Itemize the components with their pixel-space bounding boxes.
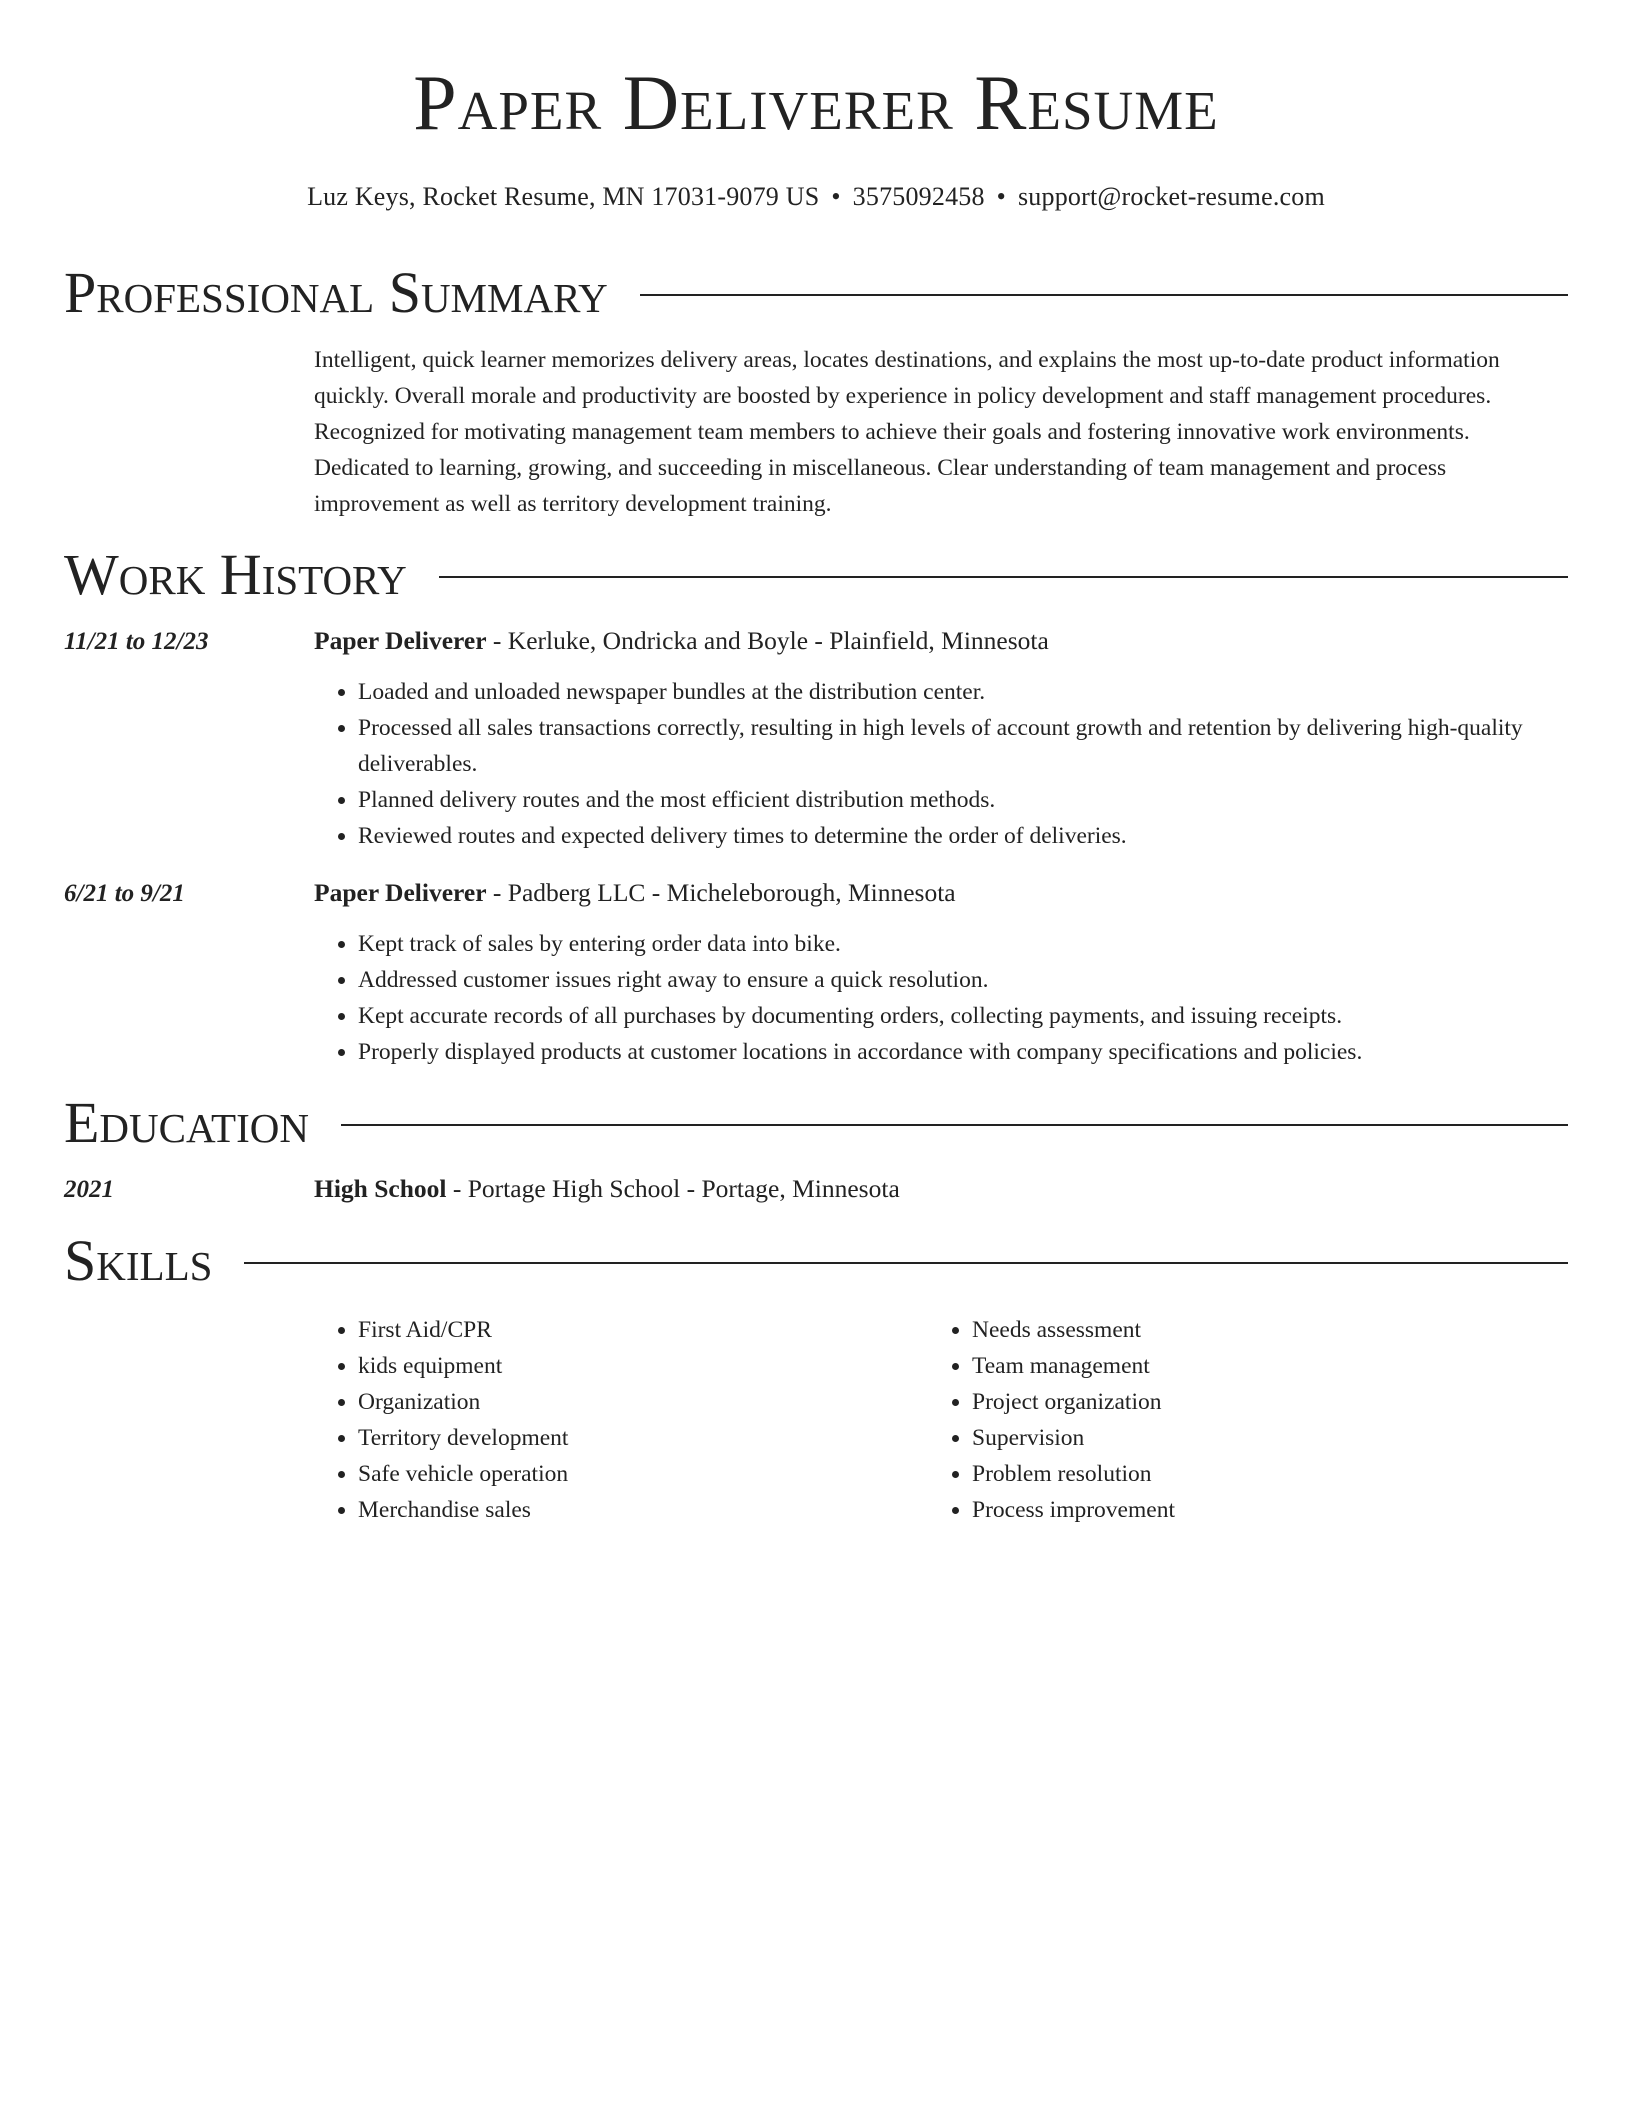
job-role: Paper Deliverer [314, 878, 487, 907]
job-bullet: • Kept track of sales by entering order data into bike. [358, 926, 1568, 962]
skill-item: • Supervision [972, 1420, 1472, 1456]
summary-section-heading [64, 260, 1568, 325]
skill-item: • kids equipment [358, 1348, 928, 1384]
job-dates: 6/21 to 9/21 [64, 880, 185, 907]
job-bullet: • Properly displayed products at customer locations in accordance with company specifications and policies. [358, 1034, 1568, 1070]
skills-heading-text: Skills [64, 1228, 213, 1293]
skill-item: • Territory development [358, 1420, 928, 1456]
skill-item: • Process improvement [972, 1492, 1472, 1528]
education-entry [64, 1174, 1568, 1204]
summary-heading-text: Professional Summary [64, 260, 608, 325]
contact-phone: 3575092458 [852, 182, 985, 211]
skills-grid [314, 1312, 1568, 1528]
education-heading-text: Education [64, 1090, 309, 1155]
job-title [314, 626, 1049, 656]
contact-separator: • [996, 182, 1006, 211]
skills-column-right [928, 1312, 1472, 1528]
skill-item: • Team management [972, 1348, 1472, 1384]
section-divider [341, 1124, 1568, 1126]
contact-email: support@rocket-resume.com [1017, 182, 1325, 211]
job-bullet: • Planned delivery routes and the most efficient distribution methods. [358, 782, 1568, 818]
summary-text: Intelligent, quick learner memorizes delivery areas, locates destinations, and explains the most up-to-date product information quickly. Overall morale and productivity are boosted by experience in policy development and staff management procedures. Recognized for motivating management team members to achieve their goals and fostering innovative work environments. Dedicated to learning, growing, and succeeding in miscellaneous. Clear understanding of team management and process improvement as well as territory development training. [314, 347, 1500, 517]
job-bullet: • Addressed customer issues right away to ensure a quick resolution. [358, 962, 1568, 998]
job-role: Paper Deliverer [314, 626, 487, 655]
job-bullet: • Processed all sales transactions correctly, resulting in high levels of account growth and retention by delivering high-quality deliverables. [358, 710, 1568, 782]
resume-title: Paper Deliverer Resume [413, 59, 1219, 146]
job-details: - Kerluke, Ondricka and Boyle - Plainfield, Minnesota [486, 626, 1049, 655]
education-title [314, 1174, 900, 1204]
job-title [314, 878, 956, 908]
job-bullet: • Loaded and unloaded newspaper bundles at the distribution center. [358, 674, 1568, 710]
skill-item: • Problem resolution [972, 1456, 1472, 1492]
job-bullet: • Kept accurate records of all purchases by documenting orders, collecting payments, and issuing receipts. [358, 998, 1568, 1034]
job-entry [64, 626, 1568, 656]
work-section-heading [64, 542, 1568, 607]
skills-section-heading [64, 1228, 1568, 1293]
skills-column-left [314, 1312, 928, 1528]
education-details: - Portage High School - Portage, Minnesota [446, 1174, 900, 1203]
job-entry [64, 878, 1568, 908]
job-bullet: • Reviewed routes and expected delivery times to determine the order of deliveries. [358, 818, 1568, 854]
job-details: - Padberg LLC - Micheleborough, Minnesota [486, 878, 956, 907]
skill-item: • Project organization [972, 1384, 1472, 1420]
skill-item: • Merchandise sales [358, 1492, 928, 1528]
section-divider [640, 294, 1568, 296]
job-bullets [314, 674, 1568, 854]
skill-item: • Needs assessment [972, 1312, 1472, 1348]
job-bullets [314, 926, 1568, 1070]
education-degree: High School [314, 1174, 447, 1203]
section-divider [439, 576, 1568, 578]
skill-item: • First Aid/CPR [358, 1312, 928, 1348]
education-year: 2021 [64, 1176, 114, 1203]
job-dates: 11/21 to 12/23 [64, 628, 209, 655]
contact-separator: • [831, 182, 841, 211]
work-heading-text: Work History [64, 542, 407, 607]
skill-item: • Safe vehicle operation [358, 1456, 928, 1492]
education-section-heading [64, 1090, 1568, 1155]
skill-item: • Organization [358, 1384, 928, 1420]
section-divider [244, 1262, 1568, 1264]
contact-address: Luz Keys, Rocket Resume, MN 17031-9079 US [307, 182, 820, 211]
contact-line [64, 182, 1568, 212]
